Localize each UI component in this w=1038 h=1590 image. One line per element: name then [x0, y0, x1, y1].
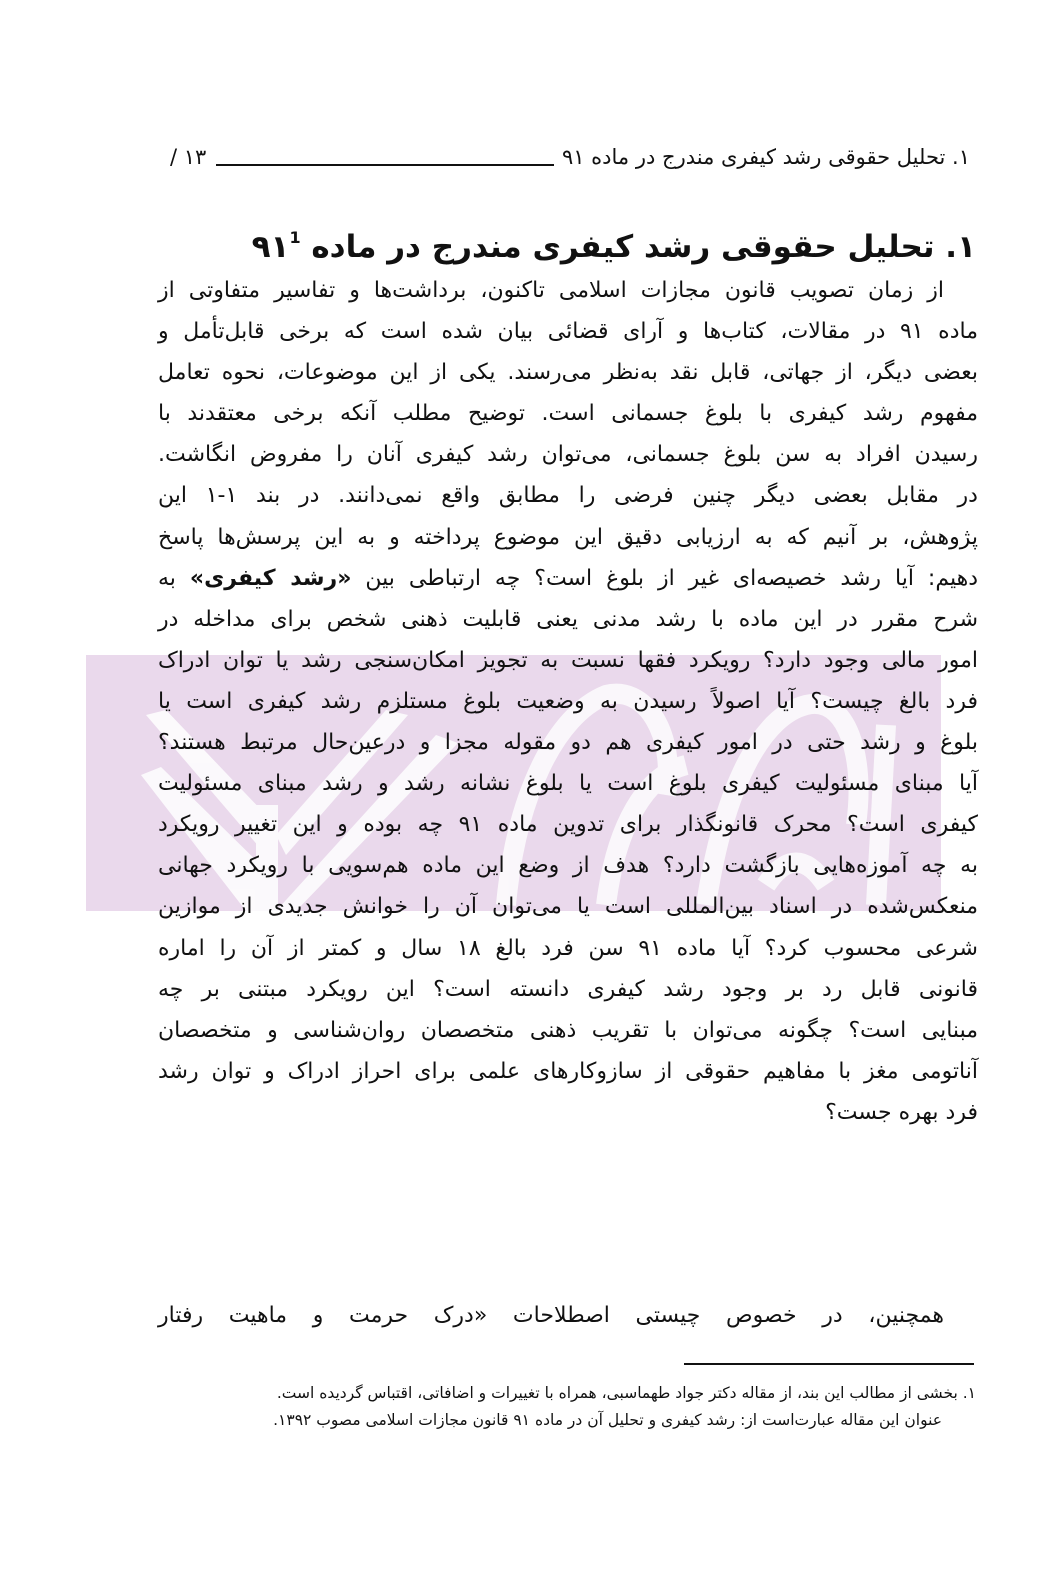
section-title [126, 215, 976, 270]
text-line: امور مالی وجود دارد؟ رویکرد فقها نسبت به تجویز امکان‌سنجی رشد یا توان ادراک [158, 647, 978, 673]
section-title-text: ۱. تحلیل حقوقی رشد کیفری مندرج در ماده ۹۱ [251, 229, 976, 265]
footnote-marker[interactable]: 1 [289, 228, 301, 247]
paragraph-2 [158, 1295, 978, 1336]
text-line: فرد بالغ چیست؟ آیا اصولاً رسیدن به وضعیت بلوغ مستلزم رشد کیفری است یا [158, 688, 978, 714]
text-line: رسیدن افراد به سن بلوغ جسمانی، می‌توان رشد کیفری آنان را مفروض انگاشت. [158, 442, 978, 468]
text-line: قانونی قابل رد بر وجود رشد کیفری دانسته است؟ این رویکرد مبتنی بر چه [158, 976, 978, 1002]
footnote-line: ۱. بخشی از مطالب این بند، از مقاله دکتر جواد طهماسبی، همراه با تغییرات و اضافاتی، اقتباس گردیده است. [276, 1384, 976, 1402]
text-segment: دهیم: آیا رشد خصیصه‌ای غیر از بلوغ است؟ چه ارتباطی بین [365, 565, 978, 591]
footnote-divider [684, 1363, 974, 1365]
bold-term: «رشد کیفری» [189, 565, 352, 591]
running-header-rule [216, 164, 554, 166]
text-line: کیفری است؟ محرک قانونگذار برای تدوین ماده ۹۱ چه بوده و این تغییر رویکرد [158, 812, 978, 838]
text-line: ماده ۹۱ در مقالات، کتاب‌ها و آرای قضائی بیان شده است که برخی قابل‌تأمل و [158, 319, 978, 345]
footnotes [176, 1380, 976, 1434]
text-line: شرح مقرر در این ماده با رشد مدنی یعنی قابلیت ذهنی شخص برای مداخله در [158, 606, 978, 632]
text-line: بلوغ و رشد حتی در امور کیفری هم دو مقوله مجزا و درعین‌حال مرتبط هستند؟ [158, 730, 978, 756]
text-line: همچنین، در خصوص چیستی اصطلاحات «درک حرمت و ماهیت رفتار [158, 1303, 944, 1328]
running-header [170, 136, 970, 172]
text-line: مفهوم رشد کیفری با بلوغ جسمانی است. توضیح مطلب آنکه برخی معتقدند با [158, 401, 978, 427]
running-header-title: ۱. تحلیل حقوقی رشد کیفری مندرج در ماده ۹۱ [561, 145, 970, 169]
text-line: مبنایی است؟ چگونه می‌توان با تقریب ذهنی متخصصان روان‌شناسی و متخصصان [158, 1017, 978, 1043]
text-line: بعضی دیگر، از جهاتی، قابل نقد به‌نظر می‌رسند. یکی از این موضوعات، نحوه تعامل [158, 360, 978, 386]
text-line: پژوهش، بر آنیم که به ارزیابی دقیق این موضوع پرداخته و به این پرسش‌ها پاسخ [158, 524, 978, 550]
text-line-with-bold-term [158, 558, 978, 599]
text-line: آیا مبنای مسئولیت کیفری بلوغ است یا بلوغ نشانه رشد و رشد مبنای مسئولیت [158, 771, 978, 797]
text-line: منعکس‌شده در اسناد بین‌المللی است یا می‌توان آن را خوانش جدیدی از موازین [158, 894, 978, 920]
text-line: شرعی محسوب کرد؟ آیا ماده ۹۱ سن فرد بالغ ۱۸ سال و کمتر از آن را اماره [158, 935, 978, 961]
text-line: فرد بهره جست؟ [825, 1099, 978, 1125]
paragraph-1 [158, 270, 978, 1133]
footnote-line: عنوان این مقاله عبارت‌است از: رشد کیفری و تحلیل آن در ماده ۹۱ قانون مجازات اسلامی مصوب ۱۳۹۲. [273, 1411, 942, 1429]
text-segment: به [158, 565, 176, 591]
text-line: به چه آموزه‌هایی بازگشت دارد؟ هدف از وضع این ماده هم‌سویی با رویکرد جهانی [158, 853, 978, 879]
text-line: در مقابل بعضی دیگر چنین فرضی را مطابق واقع نمی‌دانند. در بند ۱-۱ این [158, 483, 978, 509]
page-number: ۱۳ / [170, 145, 207, 169]
text-line: از زمان تصویب قانون مجازات اسلامی تاکنون، برداشت‌ها و تفاسیر متفاوتی از [158, 278, 944, 303]
text-line: آناتومی مغز با مفاهیم حقوقی از سازوکارهای علمی برای احراز ادراک و توان رشد [158, 1058, 978, 1084]
